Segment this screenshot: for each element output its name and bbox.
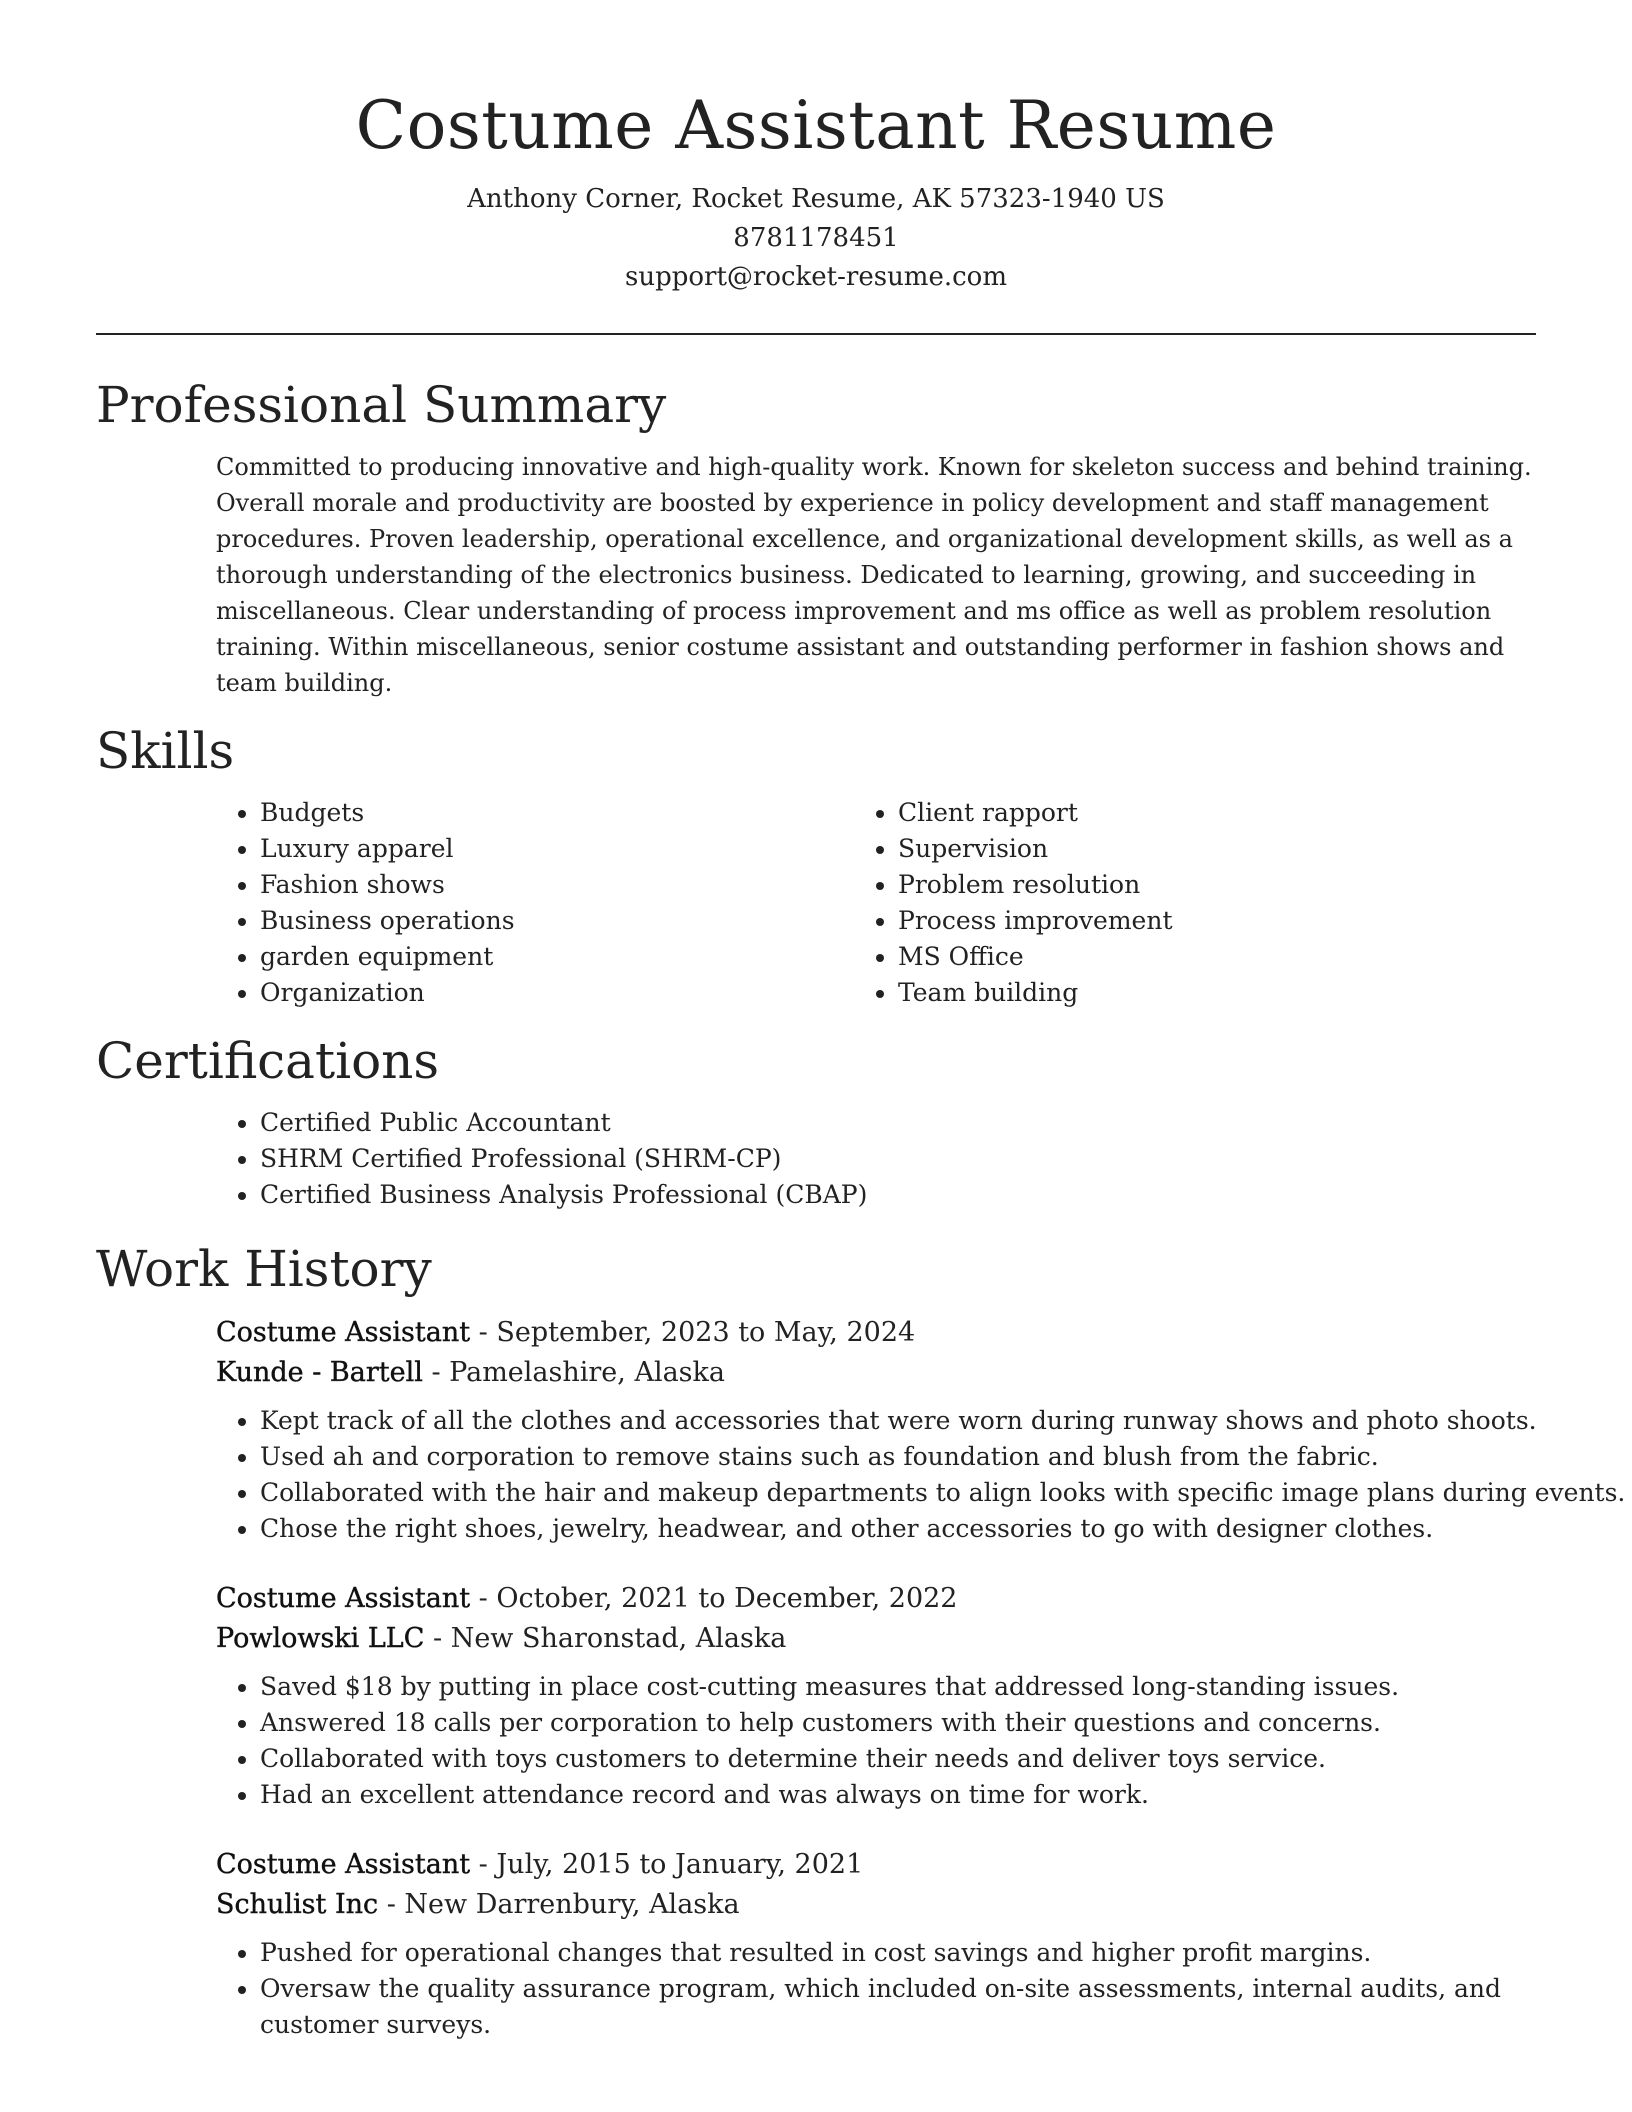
summary-heading: Professional Summary: [96, 376, 667, 434]
job-company-line: [216, 1619, 1536, 1659]
skills-heading: Skills: [96, 722, 235, 780]
job-bullets: [260, 1669, 1536, 1813]
job-dates: - October, 2021 to December, 2022: [470, 1583, 958, 1614]
job-title: Costume Assistant: [216, 1849, 471, 1880]
skill-item: • Budgets: [260, 795, 898, 831]
contact-address: Anthony Corner, Rocket Resume, AK 57323-1940 US: [467, 184, 1165, 214]
skill-item: • Problem resolution: [898, 867, 1536, 903]
header-divider: [96, 333, 1536, 335]
contact-phone: 8781178451: [733, 223, 899, 253]
skills-column-left: [260, 795, 898, 1011]
job-title-line: [216, 1845, 1536, 1885]
skill-item: • Organization: [260, 975, 898, 1011]
job-company-line: [216, 1353, 1536, 1393]
job-dates: - September, 2023 to May, 2024: [470, 1317, 916, 1348]
job-entry: [216, 1313, 1626, 1547]
job-company: Kunde - Bartell: [216, 1357, 423, 1388]
skill-item: • Supervision: [898, 831, 1536, 867]
contact-email: support@rocket-resume.com: [624, 262, 1007, 292]
skill-item: • garden equipment: [260, 939, 898, 975]
skill-item: • Business operations: [260, 903, 898, 939]
skill-item: • Process improvement: [898, 903, 1536, 939]
certifications-list: [260, 1105, 1536, 1213]
skill-item: • Client rapport: [898, 795, 1536, 831]
job-entry: [216, 1579, 1536, 1813]
job-location: - Pamelashire, Alaska: [422, 1357, 725, 1388]
certifications-heading: Certifications: [96, 1032, 440, 1090]
job-bullet: • Had an excellent attendance record and was always on time for work.: [260, 1777, 1536, 1813]
job-title: Costume Assistant: [216, 1317, 471, 1348]
resume-title: Costume Assistant Resume: [355, 87, 1277, 164]
job-bullet: • Saved $18 by putting in place cost-cutting measures that addressed long-standing issues.: [260, 1669, 1536, 1705]
job-company-line: [216, 1885, 1536, 1925]
job-bullet: • Collaborated with toys customers to determine their needs and deliver toys service.: [260, 1741, 1536, 1777]
job-title: Costume Assistant: [216, 1583, 471, 1614]
summary-text: Committed to producing innovative and high-quality work. Known for skeleton success and behind training. Overall morale and productivity are boosted by experience in policy development and staff management procedures. Proven leadership, operational excellence, and organizational development skills, as well as a thorough understanding of the electronics business. Dedicated to learning, growing, and succeeding in miscellaneous. Clear understanding of process improvement and ms office as well as problem resolution training. Within miscellaneous, senior costume assistant and outstanding performer in fashion shows and team building.: [216, 453, 1532, 697]
job-bullet: • Collaborated with the hair and makeup departments to align looks with specific image plans during events.: [260, 1475, 1536, 1511]
job-location: - New Sharonstad, Alaska: [424, 1623, 787, 1654]
job-company: Schulist Inc: [216, 1889, 379, 1920]
certification-item: • SHRM Certified Professional (SHRM-CP): [260, 1141, 1536, 1177]
job-bullet: • Used ah and corporation to remove stains such as foundation and blush from the fabric.: [260, 1439, 1536, 1475]
skill-item: • MS Office: [898, 939, 1536, 975]
job-bullet: • Pushed for operational changes that resulted in cost savings and higher profit margins.: [260, 1935, 1536, 1971]
skills-column-right: [898, 795, 1536, 1011]
job-dates: - July, 2015 to January, 2021: [470, 1849, 864, 1880]
certification-item: • Certified Business Analysis Professional (CBAP): [260, 1177, 1536, 1213]
job-bullet: • Oversaw the quality assurance program, which included on-site assessments, internal audits, and customer surveys.: [260, 1971, 1536, 2043]
job-bullets: [260, 1403, 1626, 1547]
contact-block: [96, 180, 1536, 297]
job-company: Powlowski LLC: [216, 1623, 425, 1654]
resume-page: [96, 0, 1626, 2043]
job-bullet: • Chose the right shoes, jewelry, headwear, and other accessories to go with designer clothes.: [260, 1511, 1536, 1547]
skill-item: • Luxury apparel: [260, 831, 898, 867]
job-bullets: [260, 1935, 1536, 2043]
certification-item: • Certified Public Accountant: [260, 1105, 1536, 1141]
skill-item: • Team building: [898, 975, 1536, 1011]
job-location: - New Darrenbury, Alaska: [378, 1889, 740, 1920]
work-history-heading: Work History: [96, 1240, 432, 1298]
job-bullet: • Answered 18 calls per corporation to help customers with their questions and concerns.: [260, 1705, 1536, 1741]
job-title-line: [216, 1313, 1536, 1353]
job-entry: [216, 1845, 1536, 2043]
job-title-line: [216, 1579, 1536, 1619]
skill-item: • Fashion shows: [260, 867, 898, 903]
skills-list: [260, 795, 1536, 1011]
job-bullet: • Kept track of all the clothes and accessories that were worn during runway shows and photo shoots.: [260, 1403, 1536, 1439]
